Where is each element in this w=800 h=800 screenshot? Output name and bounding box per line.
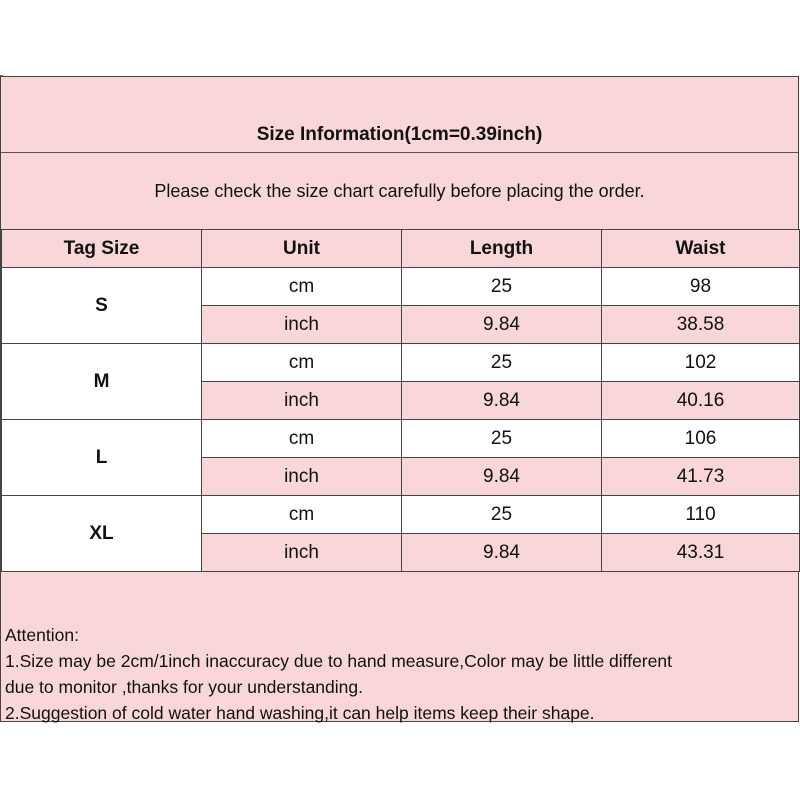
tag-size-cell: XL — [2, 496, 202, 572]
tag-size-cell: S — [2, 268, 202, 344]
attention-notes — [5, 622, 795, 726]
attention-line: due to monitor ,thanks for your understanding. — [5, 677, 363, 697]
waist-cell: 98 — [602, 268, 800, 306]
header-tag-size: Tag Size — [2, 230, 202, 268]
waist-cell: 106 — [602, 420, 800, 458]
tag-size-cell: M — [2, 344, 202, 420]
length-cell: 25 — [402, 420, 602, 458]
attention-line: 2.Suggestion of cold water hand washing,it can help items keep their shape. — [5, 703, 595, 723]
unit-cell: cm — [202, 268, 402, 306]
attention-line: 1.Size may be 2cm/1inch inaccuracy due to hand measure,Color may be little different — [5, 651, 672, 671]
tag-size-cell: L — [2, 420, 202, 496]
chart-title: Size Information(1cm=0.39inch) — [1, 77, 798, 153]
length-cell: 9.84 — [402, 458, 602, 496]
waist-cell: 102 — [602, 344, 800, 382]
waist-cell: 40.16 — [602, 382, 800, 420]
table-row — [2, 268, 800, 306]
unit-cell: inch — [202, 458, 402, 496]
length-cell: 9.84 — [402, 382, 602, 420]
length-cell: 25 — [402, 496, 602, 534]
waist-cell: 110 — [602, 496, 800, 534]
size-chart-sheet — [0, 76, 799, 722]
unit-cell: cm — [202, 496, 402, 534]
waist-cell: 41.73 — [602, 458, 800, 496]
header-unit: Unit — [202, 230, 402, 268]
unit-cell: cm — [202, 420, 402, 458]
table-row — [2, 344, 800, 382]
header-length: Length — [402, 230, 602, 268]
size-table — [1, 229, 800, 572]
table-header-row — [2, 230, 800, 268]
length-cell: 9.84 — [402, 534, 602, 572]
unit-cell: inch — [202, 382, 402, 420]
length-cell: 9.84 — [402, 306, 602, 344]
chart-subtitle: Please check the size chart carefully before placing the order. — [154, 180, 645, 201]
unit-cell: inch — [202, 534, 402, 572]
waist-cell: 43.31 — [602, 534, 800, 572]
length-cell: 25 — [402, 344, 602, 382]
length-cell: 25 — [402, 268, 602, 306]
unit-cell: cm — [202, 344, 402, 382]
unit-cell: inch — [202, 306, 402, 344]
table-row — [2, 496, 800, 534]
table-row — [2, 420, 800, 458]
waist-cell: 38.58 — [602, 306, 800, 344]
attention-heading: Attention: — [5, 625, 79, 645]
header-waist: Waist — [602, 230, 800, 268]
